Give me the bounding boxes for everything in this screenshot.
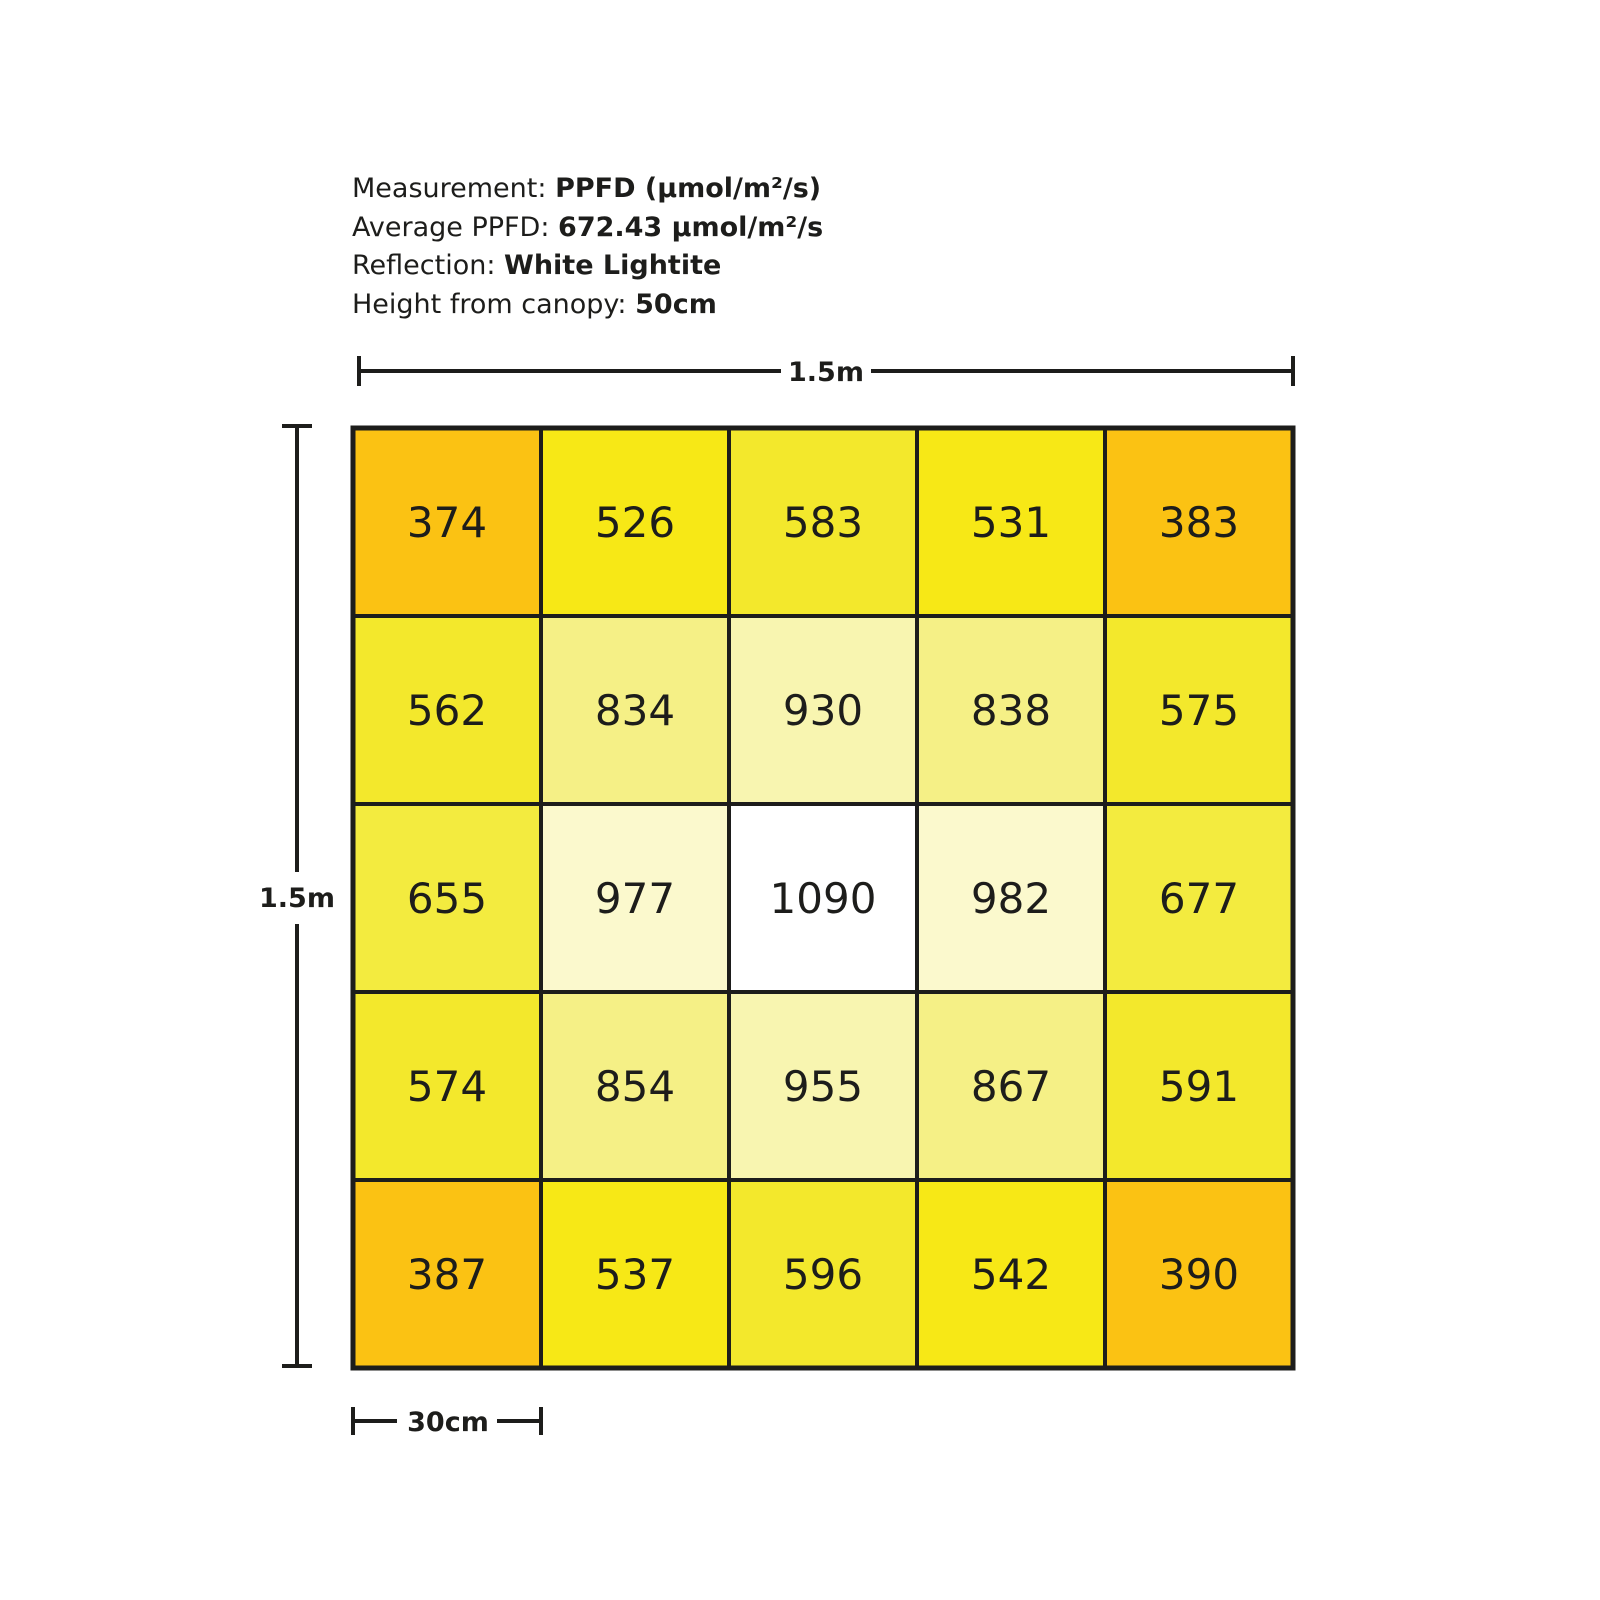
heatmap-cell-value: 867 bbox=[970, 1062, 1052, 1111]
cell-size-label: 30cm bbox=[407, 1407, 489, 1438]
width-dimension bbox=[359, 356, 1293, 388]
heatmap-cell-value: 834 bbox=[594, 686, 676, 735]
heatmap-cell-value: 977 bbox=[594, 874, 676, 923]
heatmap-cell-value: 655 bbox=[406, 874, 488, 923]
heatmap-cell-value: 838 bbox=[970, 686, 1052, 735]
heatmap-cell-value: 677 bbox=[1158, 874, 1240, 923]
heatmap-cell-value: 955 bbox=[782, 1062, 864, 1111]
width-label: 1.5m bbox=[788, 357, 864, 388]
heatmap-cell-value: 596 bbox=[782, 1250, 864, 1299]
heatmap-cell-value: 575 bbox=[1158, 686, 1240, 735]
heatmap-cell-value: 1090 bbox=[769, 874, 877, 923]
height-label: Height from canopy: bbox=[352, 288, 627, 320]
heatmap-cell-value: 531 bbox=[970, 498, 1052, 547]
heatmap-cell-value: 982 bbox=[970, 874, 1052, 923]
heatmap-cell-value: 390 bbox=[1158, 1250, 1240, 1299]
heatmap-cell-value: 387 bbox=[406, 1250, 488, 1299]
heatmap-cell-value: 591 bbox=[1158, 1062, 1240, 1111]
heatmap-cell-value: 930 bbox=[782, 686, 864, 735]
average-label: Average PPFD: bbox=[352, 211, 550, 243]
heatmap-cell-value: 383 bbox=[1158, 498, 1240, 547]
measurement-value: PPFD (µmol/m²/s) bbox=[555, 173, 822, 204]
height-value: 50cm bbox=[635, 288, 717, 320]
height-label: 1.5m bbox=[259, 883, 335, 914]
average-value: 672.43 µmol/m²/s bbox=[558, 211, 824, 243]
reflection-value: White Lightite bbox=[504, 250, 722, 281]
cell-size-dimension bbox=[353, 1407, 541, 1438]
heatmap-cell-value: 374 bbox=[406, 498, 488, 547]
height-dimension bbox=[259, 426, 335, 1366]
heatmap-cell-value: 583 bbox=[782, 498, 864, 547]
reflection-label: Reflection: bbox=[352, 250, 496, 281]
heatmap-cell-value: 574 bbox=[406, 1062, 488, 1111]
measurement-label: Measurement: bbox=[352, 173, 547, 204]
heatmap-cell-value: 854 bbox=[594, 1062, 676, 1111]
heatmap-grid bbox=[353, 428, 1293, 1368]
heatmap-cell-value: 562 bbox=[406, 686, 488, 735]
heatmap-cell-value: 537 bbox=[594, 1250, 676, 1299]
heatmap-cell-value: 526 bbox=[594, 498, 676, 547]
heatmap-cell-value: 542 bbox=[970, 1250, 1052, 1299]
